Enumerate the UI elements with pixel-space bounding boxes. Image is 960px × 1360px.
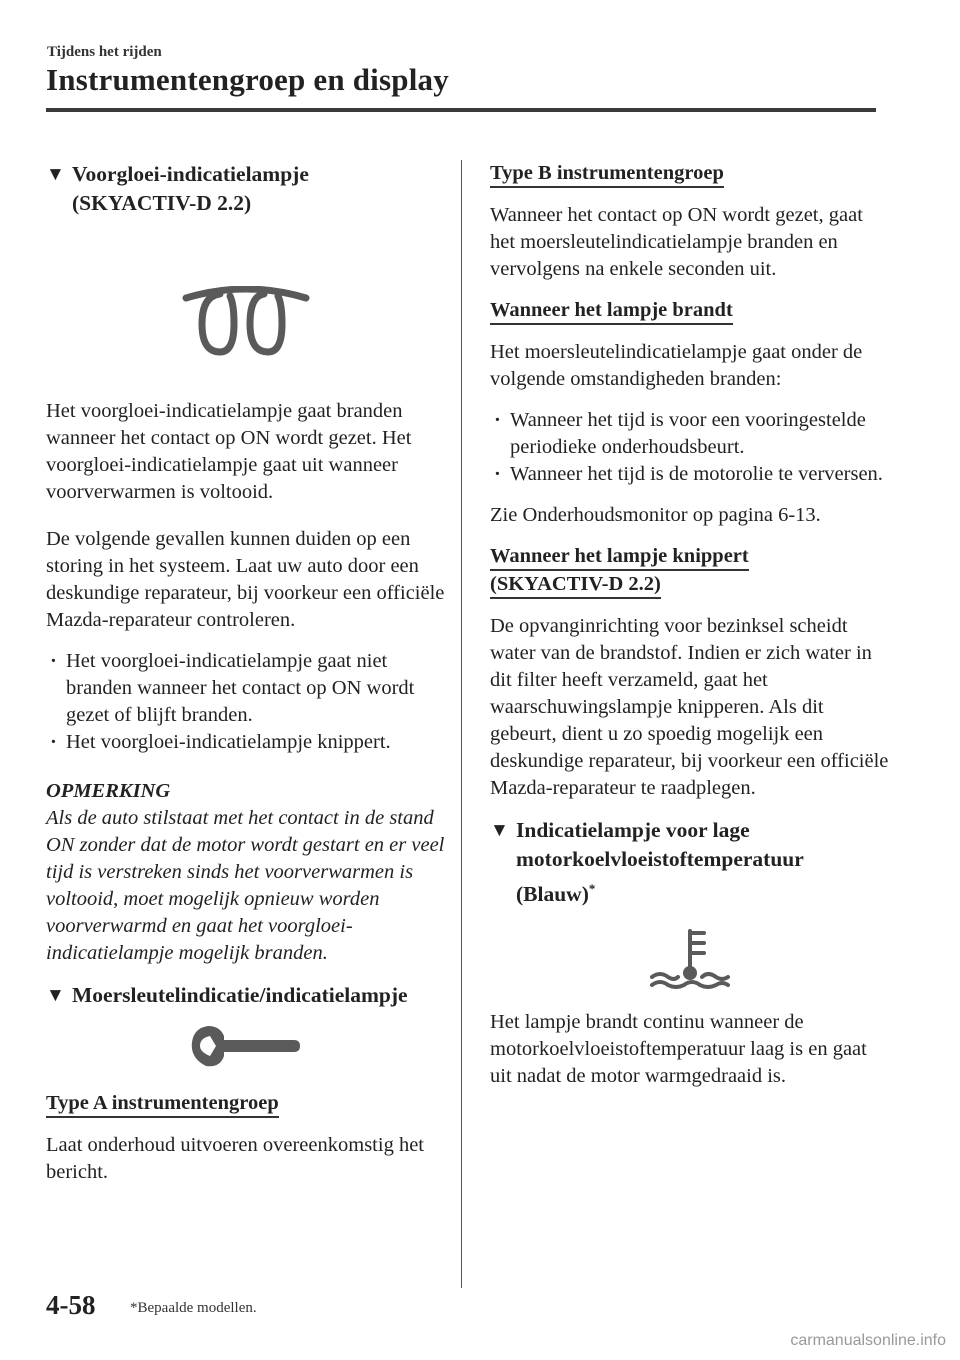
left-column xyxy=(46,160,446,1200)
triangle-marker-icon: ▼ xyxy=(490,820,509,841)
glow-heading-line1: Voorgloei-indicatielampje xyxy=(72,162,309,186)
lamp-on-reference: Zie Onderhoudsmonitor op pagina 6-13. xyxy=(490,504,821,526)
glow-plug-icon xyxy=(46,286,446,358)
note-text: Als de auto stilstaat met het contact in de stand ON zonder dat de motor wordt gestart en er veel tijd is verstreken sinds het voorverwarmen is voltooid, moet mogelijk opnieuw worden voorverwarmd en gaat het voorgloei-indicatielampje mogelijk branden. xyxy=(46,807,445,964)
wrench-heading-text: Moersleutelindicatie/indicatielampje xyxy=(72,983,408,1007)
coolant-heading-line1: Indicatielampje voor lage xyxy=(516,818,750,842)
type-a-text: Laat onderhoud uitvoeren overeenkomstig het bericht. xyxy=(46,1134,424,1183)
asterisk-marker: * xyxy=(588,881,596,896)
list-item: · Het voorgloei-indicatielampje knippert. xyxy=(46,729,446,756)
glow-bullet-list xyxy=(46,648,446,756)
header-rule xyxy=(46,108,876,112)
lamp-on-bullet-list xyxy=(490,407,890,488)
right-column xyxy=(490,160,890,1104)
section-label: Tijdens het rijden xyxy=(47,44,162,60)
lamp-on-heading: Wanneer het lampje brandt xyxy=(490,297,890,325)
blink-heading: Wanneer het lampje knippert (SKYACTIV-D 2.2) xyxy=(490,543,890,599)
coolant-heading xyxy=(490,816,890,909)
page-number: 4-58 xyxy=(46,1290,96,1320)
wrench-icon xyxy=(46,1024,446,1068)
type-a-heading: Type A instrumentengroep xyxy=(46,1090,446,1118)
list-item: · Wanneer het tijd is de motorolie te verversen. xyxy=(490,461,890,488)
triangle-marker-icon: ▼ xyxy=(46,985,65,1006)
glow-paragraph-1: Het voorgloei-indicatielampje gaat branden wanneer het contact op ON wordt gezet. Het voorgloei-indicatielampje gaat uit wanneer voorverwarmen is voltooid. xyxy=(46,400,412,503)
watermark: carmanualsonline.info xyxy=(790,1332,946,1349)
triangle-marker-icon: ▼ xyxy=(46,164,65,185)
coolant-text: Het lampje brandt continu wanneer de motorkoelvloeistoftemperatuur laag is en gaat uit nadat de motor warmgedraaid is. xyxy=(490,1011,867,1088)
blink-text: De opvanginrichting voor bezinksel scheidt water van de brandstof. Indien er zich water in dit filter heeft verzameld, gaat het waarschuwingslampje knipperen. Als dit gebeurt, dient u zo spoedig mogelijk een deskundige reparateur, bij voorkeur een officiële Mazda-reparateur te raadplegen. xyxy=(490,615,889,799)
wrench-heading xyxy=(46,981,446,1010)
list-item: · Het voorgloei-indicatielampje gaat niet branden wanneer het contact op ON wordt gezet of blijft branden. xyxy=(46,648,446,729)
coolant-heading-line2: motorkoelvloeistoftemperatuur xyxy=(516,847,804,871)
column-divider xyxy=(461,160,462,1288)
page-title: Instrumentengroep en display xyxy=(46,62,449,97)
type-b-heading: Type B instrumentengroep xyxy=(490,160,890,188)
footnote: *Bepaalde modellen. xyxy=(130,1300,257,1316)
list-item: · Wanneer het tijd is voor een vooringestelde periodieke onderhoudsbeurt. xyxy=(490,407,890,461)
type-b-text: Wanneer het contact op ON wordt gezet, gaat het moersleutelindicatielampje branden en vervolgens na enkele seconden uit. xyxy=(490,204,863,280)
coolant-heading-line3: (Blauw)* xyxy=(516,881,596,907)
glow-heading-line2: (SKYACTIV-D 2.2) xyxy=(72,191,252,215)
note-title: OPMERKING xyxy=(46,780,171,802)
glow-paragraph-2: De volgende gevallen kunnen duiden op een storing in het systeem. Laat uw auto door een deskundige reparateur, bij voorkeur een officiële Mazda-reparateur controleren. xyxy=(46,528,445,631)
lamp-on-text: Het moersleutelindicatielampje gaat onder de volgende omstandigheden branden: xyxy=(490,341,863,390)
glow-heading xyxy=(46,160,446,218)
coolant-temperature-icon xyxy=(490,927,890,989)
